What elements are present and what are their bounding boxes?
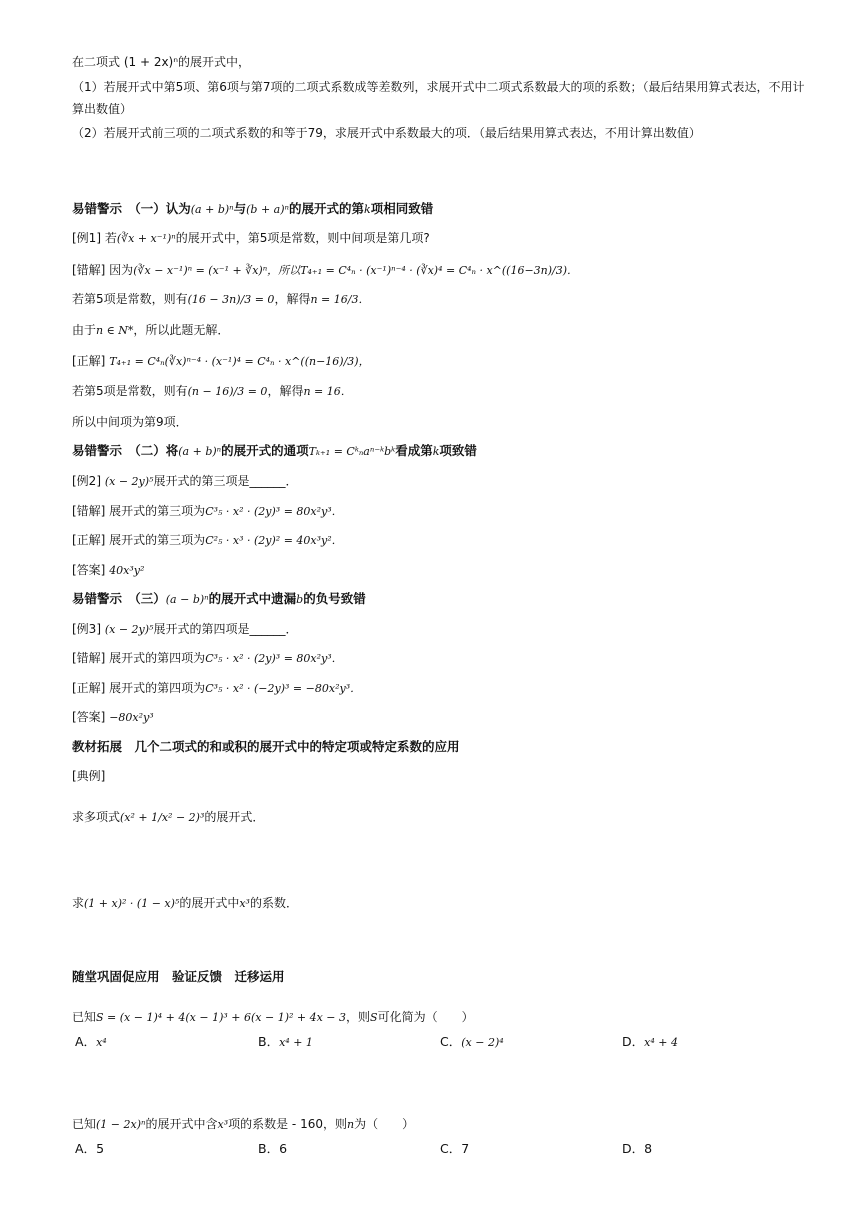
section-3-heading: 易错警示 （三）(a − b)ⁿ的展开式中遗漏b的负号致错	[72, 591, 366, 606]
section-5-heading: 随堂巩固促应用 验证反馈 迁移运用	[72, 969, 285, 984]
example-1-wrong-step-3: 由于n ∈ N*，所以此题无解．	[72, 323, 230, 337]
q1-option-b: B．x⁴ + 1	[258, 1034, 313, 1049]
example-3: [例3] (x − 2y)⁵展开式的第四项是______．	[72, 622, 298, 636]
example-1: [例1] 若(∛x + x⁻¹)ⁿ的展开式中，第5项是常数，则中间项是第几项?	[72, 231, 430, 245]
section-4-heading: 教材拓展 几个二项式的和或积的展开式中的特定项或特定系数的应用	[72, 739, 460, 754]
question-1-line-a: （1）若展开式中第5项、第6项与第7项的二项式系数成等差数列，求展开式中二项式系数最大的项的系数；（最后结果用算式表达，不用计	[72, 80, 805, 94]
q2-option-c: C．7	[440, 1141, 470, 1156]
example-2-wrong-solution: [错解] 展开式的第三项为C³₅ · x² · (2y)³ = 80x²y³．	[72, 504, 343, 518]
example-3-wrong-solution: [错解] 展开式的第四项为C³₅ · x² · (2y)³ = 80x²y³．	[72, 651, 343, 665]
question-1-line-b: 算出数值）	[72, 102, 133, 116]
practice-question-1: 已知S = (x − 1)⁴ + 4(x − 1)³ + 6(x − 1)² + 4x − 3，则S可化简为（ ）	[72, 1010, 474, 1024]
q2-option-b: B．6	[258, 1141, 288, 1156]
q2-option-d: D．8	[622, 1141, 653, 1156]
typical-example-label: [典例]	[72, 769, 106, 783]
example-2-answer: [答案] 40x³y²	[72, 563, 145, 577]
example-2-correct-solution: [正解] 展开式的第三项为C²₅ · x³ · (2y)² = 40x³y²．	[72, 533, 343, 547]
example-1-correct-solution: [正解] T₄₊₁ = C⁴ₙ(∛x)ⁿ⁻⁴ · (x⁻¹)⁴ = C⁴ₙ · x^((n−16)/3)，	[72, 354, 370, 368]
section-1-heading: 易错警示 （一）认为(a + b)ⁿ与(b + a)ⁿ的展开式的第k项相同致错	[72, 201, 434, 216]
intro-line: 在二项式 (1 + 2x)ⁿ的展开式中，	[72, 55, 251, 69]
typical-question-1: 求多项式(x² + 1/x² − 2)³的展开式．	[72, 810, 265, 824]
example-1-wrong-step-2: 若第5项是常数，则有(16 − 3n)/3 = 0，解得n = 16/3．	[72, 292, 370, 306]
section-2-heading: 易错警示 （二）将(a + b)ⁿ的展开式的通项Tₖ₊₁ = Cᵏₙaⁿ⁻ᵏbᵏ看成第k项致错	[72, 443, 477, 458]
question-2-line: （2）若展开式前三项的二项式系数的和等于79，求展开式中系数最大的项．（最后结果用算式表达，不用计算出数值）	[72, 126, 701, 140]
example-3-correct-solution: [正解] 展开式的第四项为C³₅ · x² · (−2y)³ = −80x²y³．	[72, 681, 362, 695]
example-2: [例2] (x − 2y)⁵展开式的第三项是______．	[72, 474, 298, 488]
example-3-answer: [答案] −80x²y³	[72, 710, 154, 724]
q2-option-a: A．5	[75, 1141, 105, 1156]
example-1-wrong-solution: [错解] 因为(∛x − x⁻¹)ⁿ = (x⁻¹ + ∛x)ⁿ，所以T₄₊₁ = C⁴ₙ · (x⁻¹)ⁿ⁻⁴ · (∛x)⁴ = C⁴ₙ · x^((16−3n)/3)．	[72, 263, 579, 277]
practice-question-2: 已知(1 − 2x)ⁿ的展开式中含x³项的系数是 - 160，则n为（ ）	[72, 1117, 415, 1131]
typical-question-2: 求(1 + x)² · (1 − x)⁵的展开式中x³的系数．	[72, 896, 298, 910]
example-1-correct-step-2: 若第5项是常数，则有(n − 16)/3 = 0，解得n = 16．	[72, 384, 352, 398]
q1-option-a: A．x⁴	[75, 1034, 107, 1049]
example-1-conclusion: 所以中间项为第9项．	[72, 415, 188, 429]
q1-option-d: D．x⁴ + 4	[622, 1034, 678, 1049]
q1-option-c: C．(x − 2)⁴	[440, 1034, 504, 1049]
